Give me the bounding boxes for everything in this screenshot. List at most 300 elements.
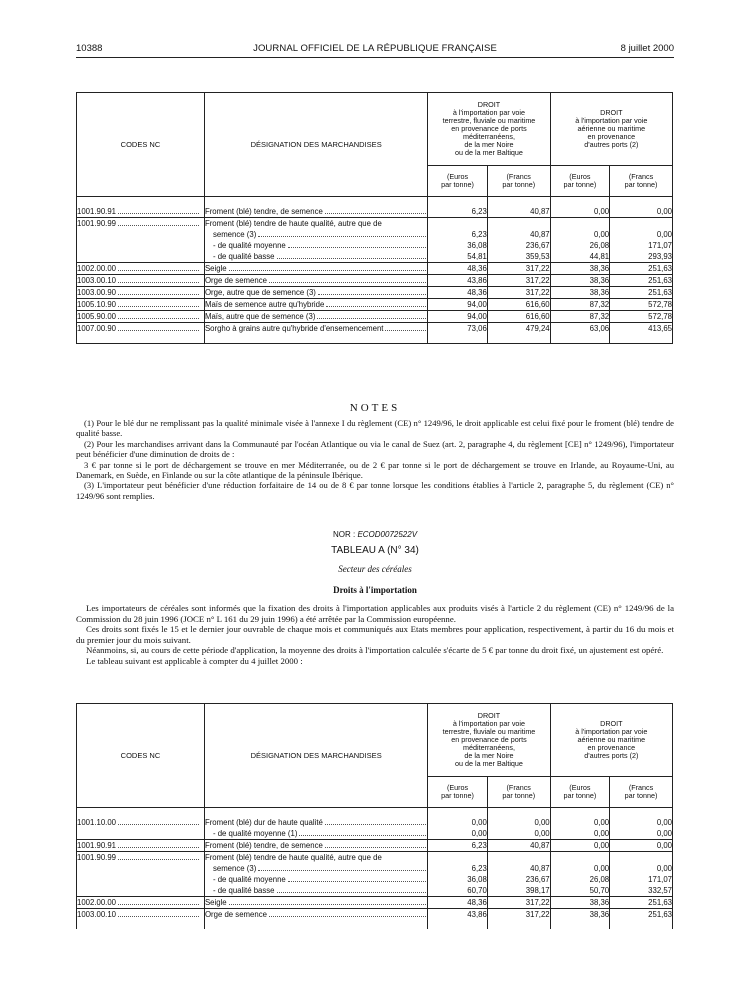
spacer-cell — [487, 808, 550, 818]
designation-text: Orge de semence — [204, 276, 267, 285]
spacer-cell — [77, 808, 205, 818]
unit-line: par tonne) — [563, 791, 597, 800]
dot-leader — [118, 904, 199, 905]
nc-code — [77, 263, 204, 274]
designation-cell — [204, 885, 427, 897]
nc-code-text: 1005.90.00 — [77, 312, 117, 321]
nc-code-text: 1001.10.00 — [77, 818, 117, 827]
designation-cell — [204, 863, 427, 874]
designation-cell — [204, 240, 427, 251]
value-cell: 94,00 — [428, 311, 487, 323]
nc-code-text: 1003.00.10 — [77, 910, 117, 919]
dot-leader — [118, 916, 199, 917]
unit-line: par tonne) — [502, 791, 536, 800]
table-row — [77, 206, 673, 218]
designation-cell — [204, 287, 427, 299]
dot-leader — [326, 306, 426, 307]
header-line: DROIT — [600, 719, 623, 728]
designation-text: - de qualité basse — [212, 252, 275, 261]
spacer-cell — [77, 334, 205, 344]
droit-autres-ports-header — [550, 704, 672, 777]
dot-leader — [118, 306, 199, 307]
nc-code-cell — [77, 863, 205, 874]
designation — [205, 275, 427, 286]
dot-leader — [325, 213, 426, 214]
designation-cell — [204, 909, 427, 921]
designation-cell — [204, 897, 427, 909]
value-cell: 87,32 — [550, 299, 609, 311]
spacer-cell — [428, 920, 487, 929]
designation-cell — [204, 229, 427, 240]
nor-label: NOR : — [332, 530, 356, 539]
designation-text: Froment (blé) tendre, de semence — [204, 207, 323, 216]
header-line: DROIT — [600, 108, 623, 117]
value-cell: 38,36 — [550, 909, 609, 921]
value-cell: 616,60 — [487, 311, 550, 323]
spacer-cell — [77, 920, 205, 929]
nc-code-cell — [77, 909, 205, 921]
nc-code-cell — [77, 874, 205, 885]
designation-text: Froment (blé) tendre de haute qualité, autre que de — [204, 853, 382, 862]
nor-code: ECOD0072522V — [357, 530, 418, 539]
unit-header-euros — [550, 777, 609, 808]
value-cell: 251,63 — [610, 287, 673, 299]
dot-leader — [299, 835, 426, 836]
nc-code — [77, 311, 204, 322]
nc-code-text: 1003.00.10 — [77, 276, 117, 285]
nc-code — [77, 287, 204, 298]
dot-leader — [118, 859, 199, 860]
designation-text: - de qualité moyenne — [212, 875, 286, 884]
nc-code-text: 1007.00.90 — [77, 324, 117, 333]
value-cell: 40,87 — [487, 229, 550, 240]
nc-code-cell — [77, 275, 205, 287]
designation — [205, 852, 427, 863]
dot-leader — [118, 270, 199, 271]
value-cell: 0,00 — [487, 828, 550, 840]
nc-code-cell — [77, 840, 205, 852]
value-cell: 36,08 — [428, 874, 487, 885]
publication-date: 8 juillet 2000 — [620, 43, 674, 54]
value-cell: 171,07 — [610, 240, 673, 251]
dot-leader — [118, 225, 199, 226]
unit-header-francs — [487, 166, 550, 197]
value-cell: 6,23 — [428, 206, 487, 218]
spacer-cell — [487, 920, 550, 929]
nc-code-text: 1002.00.00 — [77, 898, 117, 907]
unit-line: (Euros — [446, 782, 469, 792]
nc-code-text: 1001.90.99 — [77, 853, 117, 862]
unit-line: (Francs — [628, 782, 654, 792]
value-cell: 0,00 — [550, 863, 609, 874]
designation-cell — [204, 263, 427, 275]
value-cell: 293,93 — [610, 251, 673, 263]
value-cell: 48,36 — [428, 897, 487, 909]
header-line: DROIT — [477, 100, 501, 109]
header-line: en provenance de ports — [451, 735, 527, 744]
value-cell: 54,81 — [428, 251, 487, 263]
value-cell: 40,87 — [487, 863, 550, 874]
unit-line: par tonne) — [624, 791, 658, 800]
body-paragraph: Le tableau suivant est applicable à compter du 4 juillet 2000 : — [86, 655, 303, 666]
dot-leader — [277, 258, 427, 259]
table-row — [77, 852, 673, 864]
header-line: ou de la mer Baltique — [455, 148, 523, 157]
dot-leader — [385, 330, 426, 331]
nc-code — [77, 218, 204, 229]
note-paragraph: 3 € par tonne si le port de déchargement se trouve en mer Méditerranée, ou de 2 € par tonne si le port de déchargement se trouve en Irlande, au Royaume-Uni, au Danemark, en Suède, en Finlande ou sur la côte atlantique de la péninsule Ibérique. — [76, 459, 674, 481]
body-paragraph: Ces droits sont fixés le 15 et le dernier jour ouvrable de chaque mois et communiqués aux Etats membres pour application, respectivement, à partir du 16 du mois et du premier jour du mois suivant. — [76, 624, 674, 645]
value-cell: 36,08 — [428, 240, 487, 251]
droit-mediterranee-header — [428, 93, 550, 166]
value-cell: 317,22 — [487, 287, 550, 299]
value-cell: 0,00 — [550, 206, 609, 218]
spacer-cell — [204, 920, 427, 929]
header-line: terrestre, fluviale ou maritime — [442, 116, 536, 125]
designation — [205, 218, 427, 229]
spacer-cell — [550, 808, 609, 818]
designation — [205, 909, 427, 920]
dot-leader — [118, 318, 199, 319]
spacer-cell — [610, 197, 673, 207]
value-cell: 60,70 — [428, 885, 487, 897]
table-row — [77, 840, 673, 852]
spacer-cell — [550, 197, 609, 207]
designation-text: Froment (blé) dur de haute qualité — [204, 818, 323, 827]
value-cell: 6,23 — [428, 229, 487, 240]
value-cell: 0,00 — [550, 229, 609, 240]
value-cell — [550, 218, 609, 230]
value-cell: 87,32 — [550, 311, 609, 323]
spacer-cell — [428, 808, 487, 818]
header-line: en provenance — [587, 132, 636, 141]
nc-code-cell — [77, 885, 205, 897]
unit-header-euros — [428, 166, 487, 197]
designation — [205, 897, 427, 908]
header-line: d'autres ports (2) — [584, 140, 639, 149]
nc-code-cell — [77, 828, 205, 840]
value-cell: 38,36 — [550, 275, 609, 287]
value-cell — [550, 852, 609, 864]
designation-text: Orge de semence — [204, 910, 267, 919]
value-cell: 26,08 — [550, 240, 609, 251]
designation-text: Seigle — [204, 898, 227, 907]
value-cell — [487, 218, 550, 230]
nc-code-text: 1001.90.91 — [77, 207, 117, 216]
dot-leader — [118, 282, 199, 283]
page-number: 10388 — [76, 43, 103, 54]
nc-code-cell — [77, 240, 205, 251]
value-cell: 317,22 — [487, 897, 550, 909]
nc-code — [77, 897, 204, 908]
spacer-cell — [428, 334, 487, 344]
unit-header-francs — [610, 166, 673, 197]
table-row — [77, 263, 673, 275]
header-line: de la mer Noire — [464, 751, 514, 760]
dot-leader — [288, 881, 427, 882]
dot-leader — [229, 904, 427, 905]
spacer-cell — [204, 197, 427, 207]
dot-leader — [229, 270, 427, 271]
nc-code-cell — [77, 852, 205, 864]
designation — [205, 287, 427, 298]
spacer-cell — [428, 197, 487, 207]
designation-cell — [204, 828, 427, 840]
designation-text: - de qualité moyenne (1) — [212, 829, 298, 838]
designation-cell — [204, 840, 427, 852]
nc-code-cell — [77, 229, 205, 240]
tableau-title: TABLEAU A (N° 34) — [331, 545, 419, 556]
table-row — [77, 874, 673, 885]
designation-text: semence (3) — [212, 864, 257, 873]
nc-code — [77, 817, 204, 828]
value-cell: 94,00 — [428, 299, 487, 311]
designation — [205, 299, 427, 310]
nc-code — [77, 275, 204, 286]
value-cell: 572,78 — [610, 311, 673, 323]
designation-cell — [204, 311, 427, 323]
note-paragraph: (1) Pour le blé dur ne remplissant pas la qualité minimale visée à l'annexe I du règlement (CE) n° 1249/96, le droit applicable est celui fixé pour le froment (blé) tendre de qualité basse. — [76, 418, 674, 439]
designation — [205, 817, 427, 828]
value-cell: 413,65 — [610, 323, 673, 335]
notes-title: NOTES — [349, 402, 401, 414]
spacer-cell — [610, 808, 673, 818]
table-row — [77, 323, 673, 335]
unit-line: (Francs — [628, 171, 654, 181]
designation-text: - de qualité basse — [212, 886, 275, 895]
value-cell: 50,70 — [550, 885, 609, 897]
designation-cell — [204, 218, 427, 230]
designation-text: Froment (blé) tendre, de semence — [204, 841, 323, 850]
unit-line: par tonne) — [624, 180, 658, 189]
nc-code-text: 1005.10.90 — [77, 300, 117, 309]
unit-line: par tonne) — [441, 791, 474, 800]
nc-code-cell — [77, 263, 205, 275]
header-line: à l'importation par voie — [575, 727, 648, 736]
designation — [205, 206, 427, 217]
unit-line: (Euros — [569, 782, 591, 792]
value-cell: 317,22 — [487, 275, 550, 287]
value-cell: 43,86 — [428, 275, 487, 287]
designation-cell — [204, 251, 427, 263]
table-row — [77, 311, 673, 323]
designation — [205, 828, 427, 839]
header-rule — [76, 57, 674, 58]
value-cell: 317,22 — [487, 909, 550, 921]
value-cell: 48,36 — [428, 287, 487, 299]
unit-line: par tonne) — [441, 180, 474, 189]
notes-section — [76, 418, 674, 501]
nc-code-text: 1001.90.91 — [77, 841, 117, 850]
value-cell: 73,06 — [428, 323, 487, 335]
value-cell: 236,67 — [487, 874, 550, 885]
value-cell: 0,00 — [610, 817, 673, 828]
value-cell: 0,00 — [610, 828, 673, 840]
table-row — [77, 229, 673, 240]
value-cell: 0,00 — [610, 229, 673, 240]
value-cell: 38,36 — [550, 287, 609, 299]
page-header — [76, 43, 674, 57]
designation-text: Maïs de semence autre qu'hybride — [204, 300, 325, 309]
value-cell: 0,00 — [428, 817, 487, 828]
designation — [205, 251, 427, 262]
spacer-cell — [204, 808, 427, 818]
unit-header-francs — [610, 777, 673, 808]
value-cell — [610, 218, 673, 230]
table-row — [77, 909, 673, 921]
tariff-table-1 — [76, 92, 673, 344]
unit-line: (Euros — [569, 171, 591, 181]
value-cell: 0,00 — [428, 828, 487, 840]
value-cell: 6,23 — [428, 863, 487, 874]
designation — [205, 263, 427, 274]
header-line: méditerranéens, — [463, 132, 515, 141]
dot-leader — [317, 318, 426, 319]
value-cell: 0,00 — [610, 206, 673, 218]
value-cell: 48,36 — [428, 263, 487, 275]
value-cell: 26,08 — [550, 874, 609, 885]
value-cell: 398,17 — [487, 885, 550, 897]
value-cell: 0,00 — [487, 817, 550, 828]
table-row — [77, 299, 673, 311]
spacer-cell — [610, 920, 673, 929]
dot-leader — [258, 236, 426, 237]
unit-header-euros — [550, 166, 609, 197]
designation — [205, 229, 427, 240]
table-row — [77, 251, 673, 263]
droit-mediterranee-header — [428, 704, 550, 777]
value-cell: 0,00 — [550, 840, 609, 852]
value-cell: 251,63 — [610, 275, 673, 287]
header-line: à l'importation par voie — [452, 719, 526, 728]
value-cell — [428, 852, 487, 864]
secteur-title: Secteur des céréales — [338, 564, 412, 574]
unit-line: (Euros — [446, 171, 469, 181]
dot-leader — [318, 294, 426, 295]
nc-code-cell — [77, 311, 205, 323]
value-cell: 572,78 — [610, 299, 673, 311]
header-line: aérienne ou maritime — [577, 124, 646, 133]
designation-header: DÉSIGNATION DES MARCHANDISES — [204, 704, 427, 808]
value-cell: 332,57 — [610, 885, 673, 897]
dot-leader — [118, 847, 199, 848]
header-line: de la mer Noire — [464, 140, 514, 149]
unit-header-francs — [487, 777, 550, 808]
table-row — [77, 218, 673, 230]
value-cell: 0,00 — [610, 840, 673, 852]
nc-code-cell — [77, 251, 205, 263]
value-cell: 236,67 — [487, 240, 550, 251]
value-cell: 6,23 — [428, 840, 487, 852]
header-line: en provenance de ports — [451, 124, 527, 133]
dot-leader — [325, 847, 426, 848]
spacer-cell — [77, 197, 205, 207]
designation-text: Sorgho à grains autre qu'hybride d'ensemencement — [204, 324, 384, 333]
value-cell: 44,81 — [550, 251, 609, 263]
value-cell: 0,00 — [550, 828, 609, 840]
spacer-cell — [550, 334, 609, 344]
value-cell: 63,06 — [550, 323, 609, 335]
header-line: en provenance — [587, 743, 636, 752]
spacer-cell — [487, 197, 550, 207]
note-paragraph: (3) L'importateur peut bénéficier d'une réduction forfaitaire de 14 ou de 8 € par tonne lorsque les conditions établies à l'article 2, paragraphe 5, du règlement (CE) n° 1249/96 sont remplies. — [76, 480, 674, 501]
spacer-cell — [487, 334, 550, 344]
designation-text: - de qualité moyenne — [212, 241, 286, 250]
value-cell: 38,36 — [550, 897, 609, 909]
designation-cell — [204, 817, 427, 828]
nc-code — [77, 840, 204, 851]
nc-code — [77, 852, 204, 863]
dot-leader — [118, 294, 199, 295]
dot-leader — [118, 824, 199, 825]
spacer-cell — [610, 334, 673, 344]
table-row — [77, 863, 673, 874]
nc-code — [77, 323, 204, 334]
designation — [205, 840, 427, 851]
header-line: ou de la mer Baltique — [455, 759, 523, 768]
table-row — [77, 828, 673, 840]
droit-autres-ports-header — [550, 93, 672, 166]
designation-cell — [204, 206, 427, 218]
designation-cell — [204, 323, 427, 335]
nc-code-cell — [77, 218, 205, 230]
codes-header: CODES NC — [77, 704, 205, 808]
dot-leader — [258, 870, 426, 871]
table-row — [77, 240, 673, 251]
nc-code-cell — [77, 897, 205, 909]
unit-line: (Francs — [506, 782, 531, 792]
dot-leader — [269, 282, 426, 283]
value-cell — [428, 218, 487, 230]
dot-leader — [269, 916, 426, 917]
nc-code-cell — [77, 206, 205, 218]
nc-code-cell — [77, 817, 205, 828]
spacer-cell — [204, 334, 427, 344]
body-paragraph: Néanmoins, si, au cours de cette période d'application, la moyenne des droits à l'importation calculée s'écarte de 5 € par tonne du droit fixé, un ajustement est opéré. — [86, 645, 664, 656]
nc-code-cell — [77, 287, 205, 299]
dot-leader — [118, 330, 199, 331]
value-cell: 359,53 — [487, 251, 550, 263]
designation-text: Maïs, autre que de semence (3) — [204, 312, 316, 321]
unit-line: (Francs — [506, 171, 531, 181]
dot-leader — [118, 213, 199, 214]
value-cell: 251,63 — [610, 263, 673, 275]
designation — [205, 885, 427, 896]
header-line: méditerranéens, — [463, 743, 515, 752]
designation-text: semence (3) — [212, 230, 257, 239]
nc-code — [77, 206, 204, 217]
table-row — [77, 817, 673, 828]
header-line: d'autres ports (2) — [584, 751, 639, 760]
spacer-cell — [550, 920, 609, 929]
table-row — [77, 897, 673, 909]
designation-cell — [204, 275, 427, 287]
body-paragraph: Les importateurs de céréales sont informés que la fixation des droits à l'importation applicables aux produits visés à l'article 2 du règlement (CE) n° 1249/96 de la Commission du 28 juin 1996 (JOCE n° L 161 du 29 juin 1996) a été arrêtée par la Commission européenne. — [76, 603, 674, 624]
designation-text: Froment (blé) tendre de haute qualité, autre que de — [204, 219, 382, 228]
designation-cell — [204, 299, 427, 311]
dot-leader — [288, 247, 427, 248]
tariff-table-2 — [76, 703, 673, 929]
designation — [205, 863, 427, 874]
header-line: à l'importation par voie — [452, 108, 526, 117]
nc-code-cell — [77, 299, 205, 311]
dot-leader — [325, 824, 426, 825]
designation-text: Seigle — [204, 264, 227, 273]
table-row — [77, 885, 673, 897]
nor-reference — [76, 530, 674, 539]
body-text — [76, 603, 674, 667]
header-line: terrestre, fluviale ou maritime — [442, 727, 536, 736]
